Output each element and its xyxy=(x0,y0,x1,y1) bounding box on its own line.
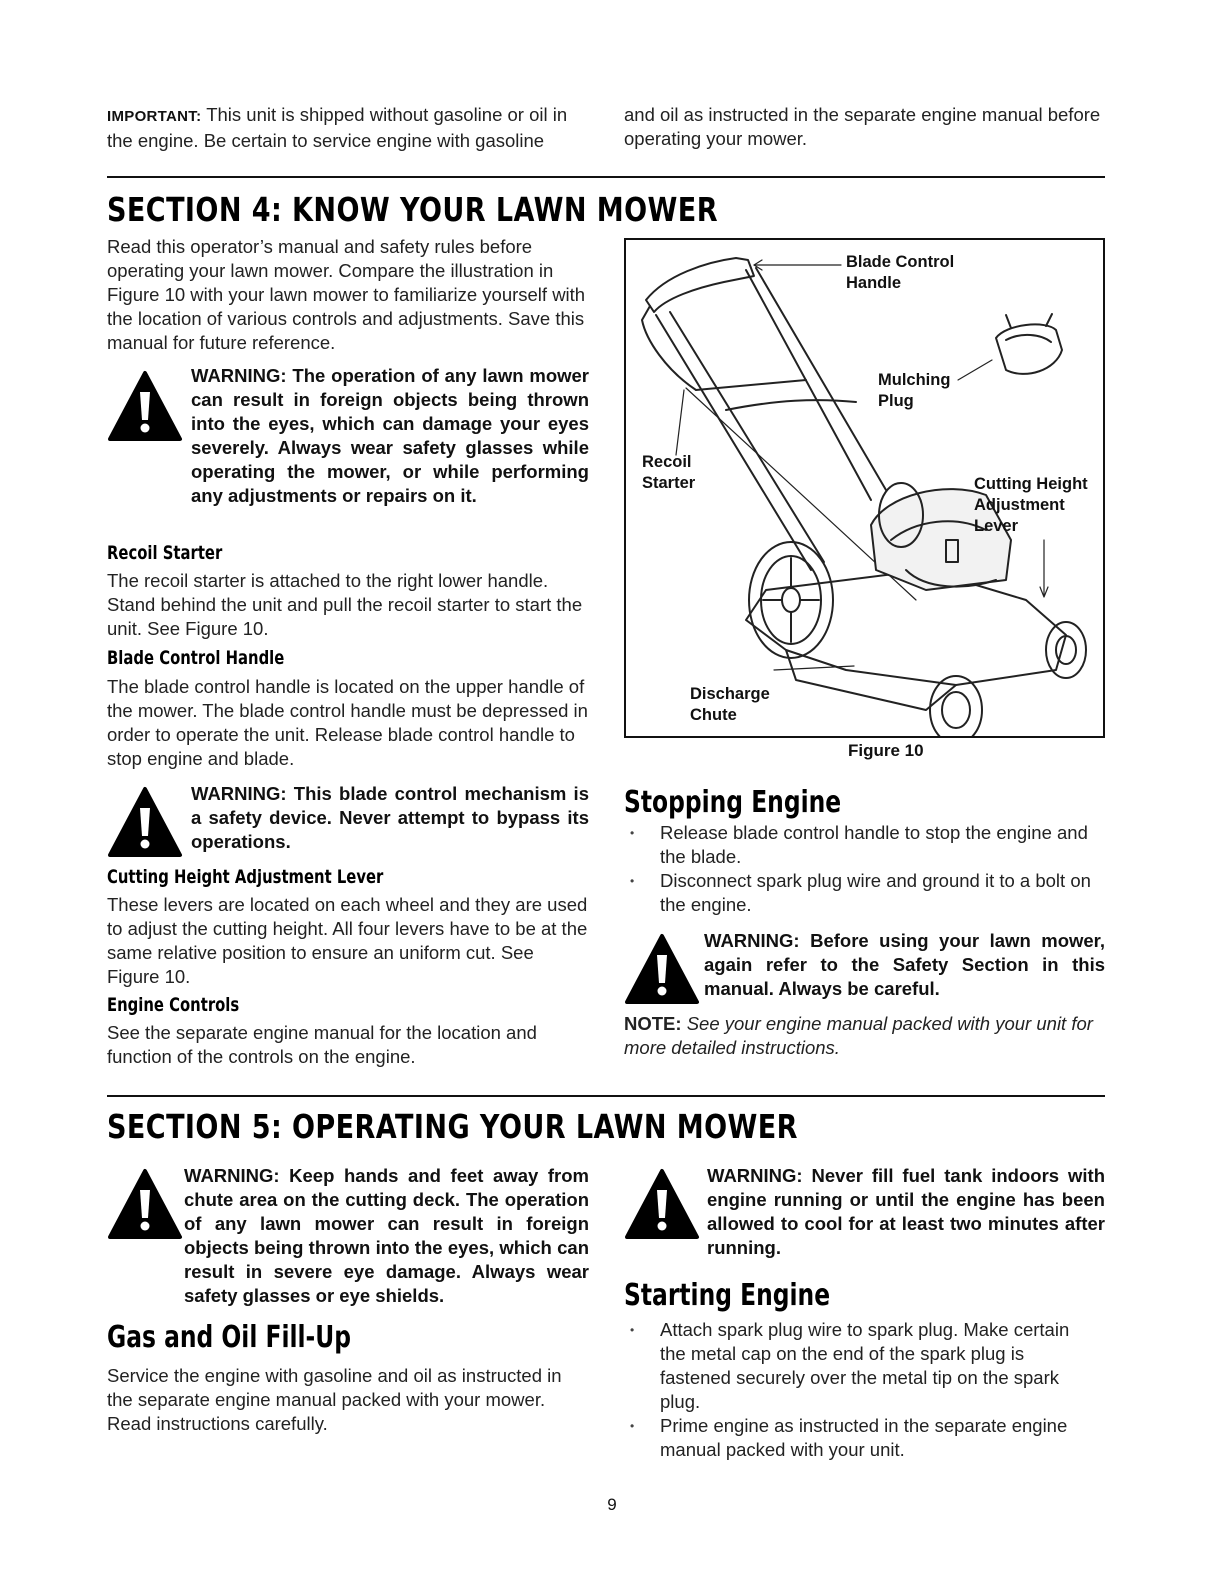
cutting-height-text: These levers are located on each wheel and they are used to adjust the cutting height. All four levers have to be at the same relative position to ensure an uniform cut. See Figure 10. xyxy=(107,894,588,987)
section-4-intro: Read this operator’s manual and safety rules before operating your lawn mower. Compare the illustration in Figure 10 with your lawn mower to familiarize yourself with the location of various controls and adjustments. Save this manual for future reference. xyxy=(107,236,586,353)
recoil-starter-heading: Recoil Starter xyxy=(107,542,223,564)
list-item: • Prime engine as instructed in the separate engine manual packed with your unit. xyxy=(624,1414,1094,1462)
warning-safety-section-text: WARNING: Before using your lawn mower, again refer to the Safety Section in this manual. Always be careful. xyxy=(704,930,1105,999)
warning-foreign-objects-text: WARNING: The operation of any lawn mower can result in foreign objects being thrown into the eyes, which can damage your eyes severely. Always wear safety glasses while operating the mower, or while performing any adjustments or repairs on it. xyxy=(191,365,589,506)
cutting-height-heading: Cutting Height Adjustment Lever xyxy=(107,866,384,888)
figure-10-box xyxy=(624,238,1105,738)
recoil-starter-text: The recoil starter is attached to the right lower handle. Stand behind the unit and pull the recoil starter to start the unit. See Figure 10. xyxy=(107,570,583,639)
important-intro-left xyxy=(107,103,589,153)
callout-mulching-plug: Mulching Plug xyxy=(878,371,951,410)
warning-fuel-tank-text: WARNING: Never fill fuel tank indoors with engine running or until the engine has been allowed to cool for at least two minutes after running. xyxy=(707,1165,1105,1258)
note-label: NOTE: xyxy=(624,1013,682,1034)
warning-triangle-icon xyxy=(624,933,700,1005)
starting-engine-list xyxy=(624,1318,1094,1462)
warning-chute-area xyxy=(107,1164,589,1312)
warning-fuel-tank xyxy=(624,1164,1105,1264)
gas-oil-text: Service the engine with gasoline and oil as instructed in the separate engine manual packed with your mower. Read instructions carefully. xyxy=(107,1365,562,1434)
warning-triangle-icon xyxy=(107,370,183,442)
blade-control-heading: Blade Control Handle xyxy=(107,647,285,669)
warning-safety-section xyxy=(624,929,1105,1004)
engine-note xyxy=(624,1012,1105,1060)
engine-controls-text: See the separate engine manual for the location and function of the controls on the engine. xyxy=(107,1022,537,1067)
stopping-engine-list xyxy=(624,821,1094,917)
warning-blade-mechanism-text: WARNING: This blade control mechanism is a safety device. Never attempt to bypass its operations. xyxy=(191,783,589,852)
warning-triangle-icon xyxy=(107,786,183,858)
list-item: • Attach spark plug wire to spark plug. Make certain the metal cap on the end of the spark plug is fastened securely over the metal tip on the spark plug. xyxy=(624,1318,1094,1414)
warning-foreign-objects xyxy=(107,364,589,534)
list-item: • Disconnect spark plug wire and ground it to a bolt on the engine. xyxy=(624,869,1094,917)
list-item: • Release blade control handle to stop the engine and the blade. xyxy=(624,821,1094,869)
callout-discharge-chute: Discharge Chute xyxy=(690,685,770,724)
note-text: See your engine manual packed with your unit for more detailed instructions. xyxy=(624,1013,1093,1058)
engine-controls-heading: Engine Controls xyxy=(107,994,240,1016)
callout-blade-control: Blade Control Handle xyxy=(846,253,955,292)
figure-caption: Figure 10 xyxy=(848,741,924,760)
callout-recoil-starter: Recoil Starter xyxy=(642,453,696,492)
warning-chute-area-text: WARNING: Keep hands and feet away from chute area on the cutting deck. The operation of any lawn mower can result in foreign objects being thrown into the eyes, which can result in severe eye damage. Always wear safety glasses or eye shields. xyxy=(184,1165,589,1306)
section-4-rule xyxy=(107,176,1105,178)
page-number: 9 xyxy=(607,1495,617,1514)
section-4-title: SECTION 4: KNOW YOUR LAWN MOWER xyxy=(107,190,718,229)
warning-triangle-icon xyxy=(624,1168,700,1240)
starting-engine-heading: Starting Engine xyxy=(624,1278,831,1313)
important-label: IMPORTANT: xyxy=(107,108,202,125)
section-5-title: SECTION 5: OPERATING YOUR LAWN MOWER xyxy=(107,1107,798,1146)
important-intro-right: and oil as instructed in the separate engine manual before operating your mower. xyxy=(624,104,1101,149)
warning-triangle-icon xyxy=(107,1168,183,1240)
stopping-engine-heading: Stopping Engine xyxy=(624,785,842,820)
callout-cutting-height: Cutting Height Adjustment Lever xyxy=(974,475,1088,535)
gas-oil-heading: Gas and Oil Fill-Up xyxy=(107,1320,352,1355)
blade-control-text: The blade control handle is located on the upper handle of the mower. The blade control handle must be depressed in order to operate the unit. Release blade control handle to stop engine and blade. xyxy=(107,676,588,769)
important-text: This unit is shipped without gasoline or oil in the engine. Be certain to service engine with gasoline xyxy=(107,104,568,151)
section-5-rule xyxy=(107,1095,1105,1097)
warning-blade-mechanism xyxy=(107,782,589,857)
